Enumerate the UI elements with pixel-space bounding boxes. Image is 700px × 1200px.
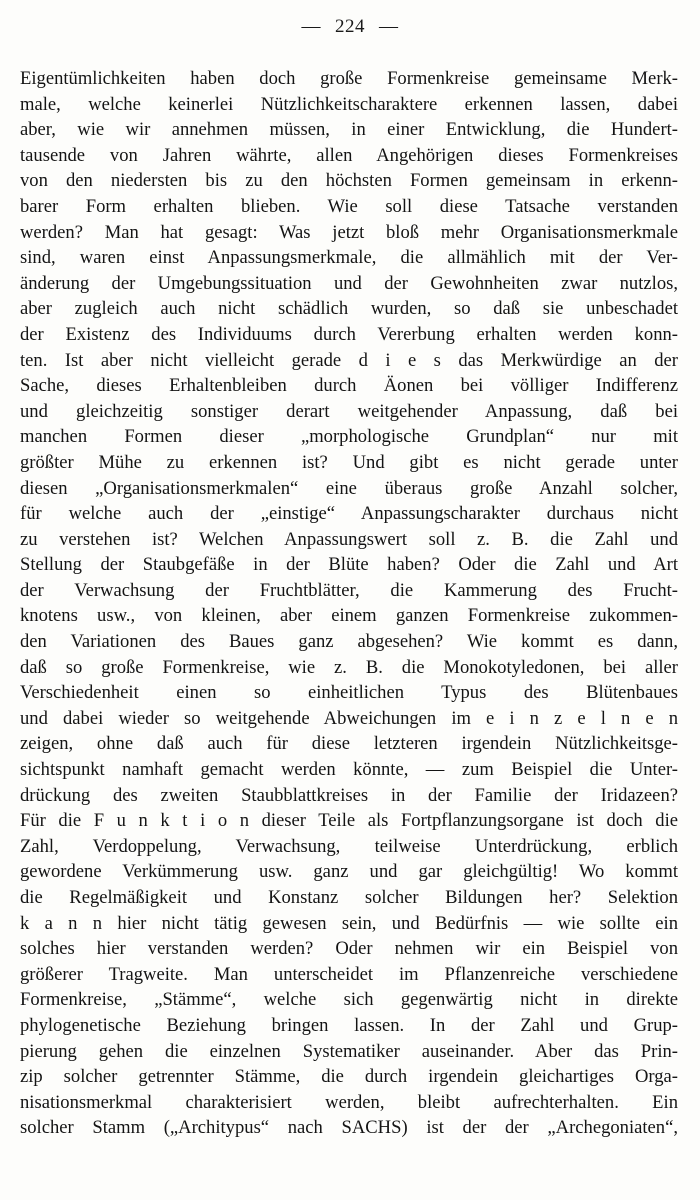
text-line: größter Mühe zu erkennen ist? Und gibt es nicht gerade unter [20,451,678,473]
header-dash-left: — [301,16,321,37]
text-line: ten. Ist aber nicht vielleicht gerade d i e s das Merkwürdige an der [20,349,678,371]
text-line: sind, waren einst Anpassungsmerkmale, die allmählich mit der Ver- [20,247,678,269]
text-line: die Regelmäßigkeit und Konstanz solcher Bildungen her? Selektion [20,887,678,908]
text-line: diesen „Organisationsmerkmalen“ eine überaus große Anzahl solcher, [20,477,678,499]
text-line: daß so große Formenkreise, wie z. B. die Monokotyledonen, bei aller [20,656,678,678]
text-line: Stellung der Staubgefäße in der Blüte haben? Oder die Zahl und Art [20,554,678,576]
text-line: der Existenz des Individuums durch Vererbung erhalten werden konn- [20,323,678,345]
text-line: für welche auch der „einstige“ Anpassungscharakter durchaus nicht [20,503,678,525]
text-line: male, welche keinerlei Nützlichkeitscharaktere erkennen lassen, dabei [20,93,678,115]
text-line: manchen Formen dieser „morphologische Grundplan“ nur mit [20,426,678,448]
header-dash-right: — [379,16,399,37]
text-line: werden? Man hat gesagt: Was jetzt bloß mehr Organisationsmerkmale [20,221,678,243]
text-line: Sache, dieses Erhaltenbleiben durch Äonen bei völliger Indifferenz [20,375,678,397]
page-number: 224 [335,16,365,37]
text-line: phylogenetische Beziehung bringen lassen. In der Zahl und Grup- [20,1014,678,1036]
text-line: und dabei wieder so weitgehende Abweichungen im e i n z e l n e n [20,707,678,729]
text-line: aber zugleich auch nicht schädlich wurden, so daß sie unbeschadet [20,298,678,320]
text-line: aber, wie wir annehmen müssen, in einer Entwicklung, die Hundert- [20,119,678,141]
text-line: größerer Tragweite. Man unterscheidet im Pflanzenreiche verschiedene [20,963,678,985]
text-line: pierung gehen die einzelnen Systematiker auseinander. Aber das Prin- [20,1040,678,1062]
text-line: Für die F u n k t i o n dieser Teile als Fortpflanzungsorgane ist doch die [20,810,678,832]
text-line: änderung der Umgebungssituation und der Gewohnheiten zwar nutzlos, [20,272,678,294]
text-line: solches hier verstanden werden? Oder nehmen wir ein Beispiel von [20,938,678,960]
text-line: zeigen, ohne daß auch für diese letzteren irgendein Nützlichkeitsge- [20,733,678,755]
text-line: der Verwachsung der Fruchtblätter, die Kammerung des Frucht- [20,579,678,601]
text-line: knotens usw., von kleinen, aber einem ganzen Formenkreise zukommen- [20,605,678,627]
body-text [20,66,678,1141]
page-header [0,16,700,38]
text-line: solcher Stamm („Architypus“ nach SACHS) ist der der „Archegoniaten“, [20,1117,678,1139]
text-line: den Variationen des Baues ganz abgesehen? Wie kommt es dann, [20,631,678,653]
text-line: barer Form erhalten blieben. Wie soll diese Tatsache verstanden [20,195,678,217]
text-line: tausende von Jahren währte, allen Angehörigen dieses Formenkreises [20,144,678,166]
text-line: k a n n hier nicht tätig gewesen sein, und Bedürfnis — wie sollte ein [20,912,678,934]
text-line: zip solcher getrennter Stämme, die durch irgendein gleichartiges Orga- [20,1066,678,1088]
text-line: Eigentümlichkeiten haben doch große Formenkreise gemeinsame Merk- [20,68,678,89]
text-line: Verschiedenheit einen so einheitlichen Typus des Blütenbaues [20,682,678,704]
text-line: und gleichzeitig sonstiger derart weitgehender Anpassung, daß bei [20,400,678,422]
text-line: drückung des zweiten Staubblattkreises in der Familie der Iridazeen? [20,784,678,806]
text-line: gewordene Verkümmerung usw. ganz und gar gleichgültig! Wo kommt [20,861,678,883]
text-line: sichtspunkt namhaft gemacht werden könnte, — zum Beispiel die Unter- [20,759,678,781]
text-line: zu verstehen ist? Welchen Anpassungswert soll z. B. die Zahl und [20,528,678,550]
text-line: von den niedersten bis zu den höchsten Formen gemeinsam in erkenn- [20,170,678,192]
text-line: Zahl, Verdoppelung, Verwachsung, teilweise Unterdrückung, erblich [20,835,678,857]
text-line: nisationsmerkmal charakterisiert werden, bleibt aufrechterhalten. Ein [20,1091,678,1113]
text-line: Formenkreise, „Stämme“, welche sich gegenwärtig nicht in direkte [20,989,678,1011]
